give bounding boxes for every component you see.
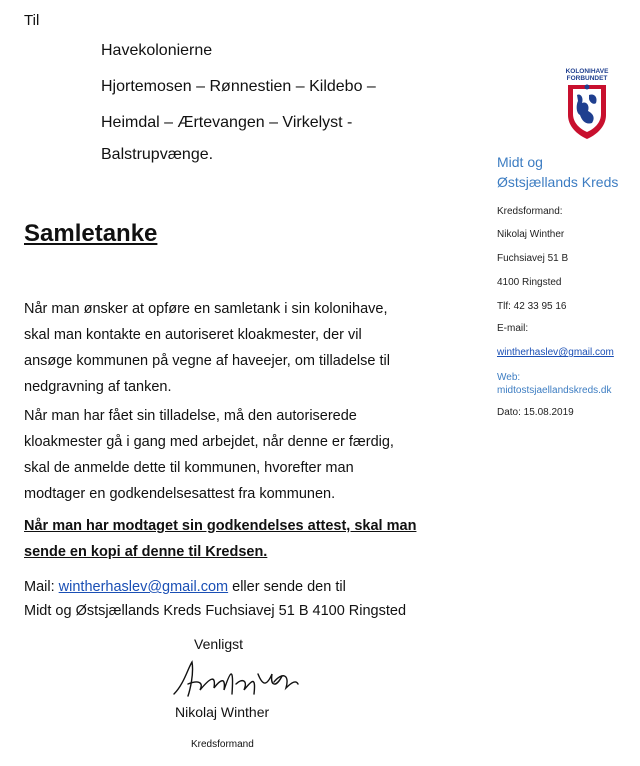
signature-drawing (170, 654, 300, 702)
to-label: Til (24, 12, 40, 29)
svg-text:KOLONIHAVE: KOLONIHAVE (565, 68, 609, 75)
sidebar-phone: Tlf: 42 33 95 16 (497, 301, 567, 312)
paragraph-1 (24, 296, 464, 400)
text-line: skal de anmelde dette til kommunen, hvorefter man (24, 460, 354, 476)
document-title: Samletanke (24, 220, 158, 247)
recipient-line: Havekolonierne (101, 42, 213, 59)
paragraph-3 (24, 513, 464, 565)
sidebar-name: Nikolaj Winther (497, 229, 565, 240)
mail-suffix: eller sende den til (228, 579, 346, 595)
signature-image (170, 654, 300, 702)
text-line: sende en kopi af denne til Kredsen. (24, 544, 268, 560)
kreds-name-line: Midt og (497, 154, 543, 170)
sidebar-date: Dato: 15.08.2019 (497, 407, 574, 418)
logo-shield-icon (560, 65, 614, 141)
recipient-line: Balstrupvænge. (101, 146, 214, 163)
sidebar-web-label: Web: (497, 372, 521, 383)
signer-role: Kredsformand (191, 739, 254, 750)
address-line: Midt og Østsjællands Kreds Fuchsiavej 51 B 4100 Ringsted (24, 603, 407, 619)
text-line: modtager en godkendelsesattest fra kommunen. (24, 486, 336, 502)
paragraph-2 (24, 403, 464, 507)
text-line: kloakmester gå i gang med arbejdet, når denne er færdig, (24, 434, 394, 450)
sidebar-street: Fuchsiavej 51 B (497, 253, 569, 264)
text-line: Når man ønsker at opføre en samletank i sin kolonihave, (24, 301, 388, 317)
recipient-line: Hjortemosen – Rønnestien – Kildebo – (101, 78, 376, 95)
sidebar-web-link[interactable]: midtostsjaellandskreds.dk (497, 385, 612, 396)
signer-name: Nikolaj Winther (175, 704, 270, 720)
role-label: Kredsformand: (497, 206, 563, 217)
greeting: Venligst (194, 636, 244, 652)
mail-line (24, 574, 464, 600)
sidebar-email-link[interactable]: wintherhaslev@gmail.com (497, 347, 614, 358)
sidebar-email-label: E-mail: (497, 323, 529, 334)
kolonihave-forbundet-logo (560, 65, 614, 141)
kreds-name (497, 152, 618, 192)
sidebar-city: 4100 Ringsted (497, 277, 562, 288)
text-line: ansøge kommunen på vegne af haveejer, om tilladelse til (24, 353, 390, 369)
svg-text:FORBUNDET: FORBUNDET (566, 75, 608, 82)
mail-prefix: Mail: (24, 579, 59, 595)
text-line: skal man kontakte en autoriseret kloakmester, der vil (24, 327, 362, 343)
mail-link[interactable]: wintherhaslev@gmail.com (58, 579, 229, 595)
text-line: Når man har fået sin tilladelse, må den autoriserede (24, 408, 357, 424)
text-line: nedgravning af tanken. (24, 379, 172, 395)
kreds-name-line: Østsjællands Kreds (497, 174, 619, 190)
text-line: Når man har modtaget sin godkendelses attest, skal man (24, 518, 417, 534)
recipient-line: Heimdal – Ærtevangen – Virkelyst - (101, 114, 353, 131)
